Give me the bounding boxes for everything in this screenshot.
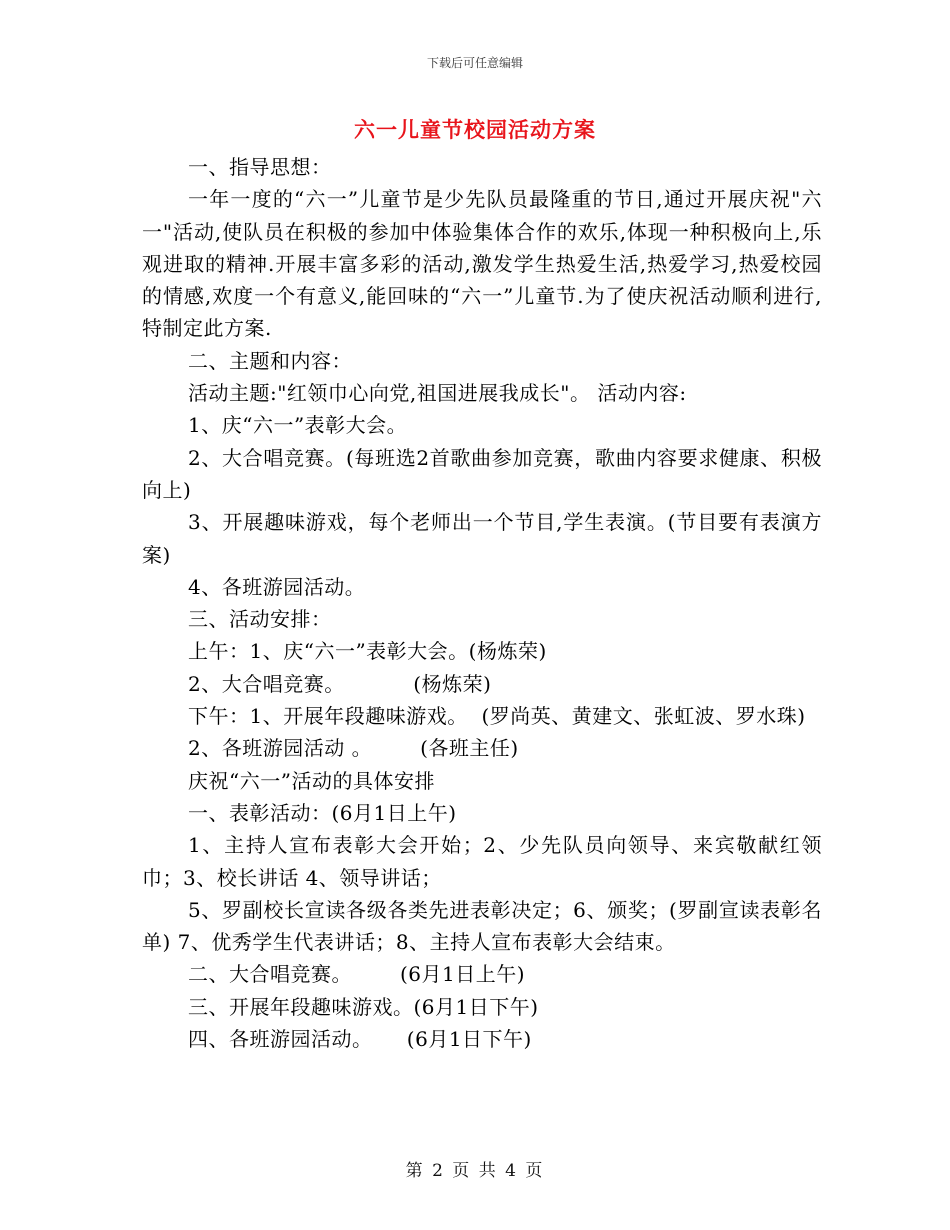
- paragraph: 四、各班游园活动。 (6月1日下午): [188, 1027, 532, 1052]
- page-number: 第 2 页 共 4 页: [405, 1161, 545, 1181]
- paragraph: 活动主题:"红领巾心向党,祖国进展我成长"。 活动内容:: [188, 381, 687, 406]
- document-title: 六一儿童节校园活动方案: [354, 118, 596, 142]
- paragraph: 4、各班游园活动。: [188, 574, 366, 599]
- paragraph: 一年一度的“六一”儿童节是少先队员最隆重的节日,通过开展庆祝"六一"活动,使队员在积极的参加中体验集体合作的欢乐,体现一种积极向上,乐观进取的精神.开展丰富多彩的活动,激发学生热爱生活,热爱学习,热爱校园的情感,欢度一个有意义,能回味的“六一”儿童节.为了使庆祝活动顺利进行,特制定此方案.: [142, 187, 822, 341]
- paragraph: 一、指导思想：: [188, 155, 332, 179]
- paragraph: 5、罗副校长宣读各级各类先进表彰决定；6、颁奖；(罗副宣读表彰名单) 7、优秀学生代表讲话；8、主持人宣布表彰大会结束。: [142, 897, 822, 955]
- paragraph: 二、主题和内容：: [188, 348, 352, 373]
- paragraph: 三、活动安排：: [188, 607, 332, 632]
- paragraph: 三、开展年段趣味游戏。(6月1日下午): [188, 994, 539, 1019]
- paragraph: 1、庆“六一”表彰大会。: [188, 413, 408, 438]
- document-body: [142, 151, 822, 1055]
- paragraph: 一、表彰活动：(6月1日上午): [188, 800, 457, 825]
- paragraph: 1、主持人宣布表彰大会开始；2、少先队员向领导、来宾敬献红领巾；3、校长讲话 4、领导讲话；: [142, 833, 822, 890]
- paragraph: 3、开展趣味游戏，每个老师出一个节目,学生表演。(节目要有表演方案): [142, 510, 822, 567]
- paragraph: 庆祝“六一”活动的具体安排: [188, 768, 435, 793]
- paragraph: 上午：1、庆“六一”表彰大会。(杨炼荣): [188, 639, 547, 664]
- paragraph: 下午：1、开展年段趣味游戏。 (罗尚英、黄建文、张虹波、罗水珠): [188, 704, 806, 729]
- paragraph: 2、大合唱竞赛。(每班选2首歌曲参加竞赛，歌曲内容要求健康、积极向上): [142, 445, 822, 502]
- header-note: 下载后可任意编辑: [426, 56, 523, 70]
- paragraph: 二、大合唱竞赛。 (6月1日上午): [188, 962, 526, 987]
- paragraph: 2、各班游园活动 。 (各班主任): [188, 736, 519, 761]
- paragraph: 2、大合唱竞赛。 (杨炼荣): [188, 671, 492, 696]
